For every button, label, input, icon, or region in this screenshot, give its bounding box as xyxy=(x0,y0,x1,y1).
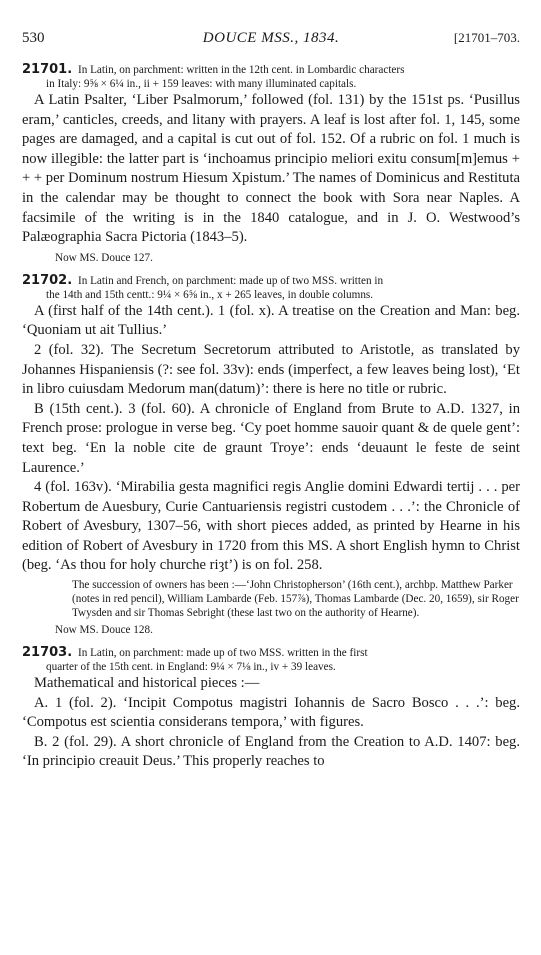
provenance-note: The succession of owners has been :—‘John Christopherson’ (16th cent.), archbp. Matthew Parker (notes in red pencil), William Lambarde (Feb. 157⅞), Thomas Lambarde (Dec. 20, 1659), sir Roger Twysden and sir Thomas Sebright (these last two on the authority of Hearne). xyxy=(72,579,519,620)
paragraph: A Latin Psalter, ‘Liber Psalmorum,’ followed (fol. 131) by the 151st ps. ‘Pusillus eram,’ canticles, creeds, and litany with prayers. A leaf is lost after fol. 1, 145, some pages are damaged, and a capital is cut out of fol. 152. Of a rubric on fol. 1 much is now illegible: the latter part is ‘inchoamus principio meliori exitu consum[m]emus + + + per Dominum nostrum Hiesum Xpistum.’ The names of Dominicus and Restituta in the calendar may be thought to connect the book with Sora near Naples. A facsimile of the writing is in the 1840 catalogue, and in J. O. Westwood’s Palæographia Sacra Pictoria (1843–5). xyxy=(22,92,520,246)
entry-head-line2: quarter of the 15th cent. in England: 9¼ × 7⅛ in., iv + 39 leaves. xyxy=(46,661,336,674)
page-number: 530 xyxy=(22,30,45,46)
entry-head-line1: In Latin and French, on parchment: made up of two MSS. written in xyxy=(77,274,384,287)
shelfmark: Now MS. Douce 128. xyxy=(55,624,153,637)
paragraph: B. 2 (fol. 29). A short chronicle of England from the Creation to A.D. 1407: beg. ‘In principio creauit Deus.’ This properly reaches to xyxy=(22,733,520,770)
page xyxy=(22,30,520,772)
running-header xyxy=(22,30,520,54)
entry-number: 21703. xyxy=(22,645,73,661)
entry-number: 21702. xyxy=(22,272,73,288)
entry-head-line1: In Latin, on parchment: made up of two MSS. written in the first xyxy=(77,647,368,660)
entry-description xyxy=(22,646,520,674)
entry-description xyxy=(22,63,520,91)
entry-head-line2: in Italy: 9⅝ × 6¼ in., ii + 159 leaves: with many illuminated capitals. xyxy=(46,78,357,90)
entry-21701 xyxy=(22,63,520,265)
entry-body xyxy=(22,674,520,772)
shelfmark: Now MS. Douce 127. xyxy=(55,251,153,264)
paragraph: Mathematical and historical pieces :— xyxy=(34,675,260,692)
paragraph: A (first half of the 14th cent.). 1 (fol. x). A treatise on the Creation and Man: beg. ‘Quoniam ut ait Tullius.’ xyxy=(22,302,520,339)
paragraph: A. 1 (fol. 2). ‘Incipit Compotus magistri Iohannis de Sacro Bosco . . .’: beg. ‘Compotus est scientia considerans tempora,’ with figures. xyxy=(22,694,520,731)
entry-description xyxy=(22,274,520,302)
paragraph: B (15th cent.). 3 (fol. 60). A chronicle of England from Brute to A.D. 1327, in French prose: prologue in verse beg. ‘Cy poet homme sauoir quant & de quele gent’: text beg. ‘En la noble cite de graunt Troye’: ends ‘deuaunt le feste de seint Laurence.’ xyxy=(22,400,520,476)
entry-body xyxy=(22,91,520,248)
entry-body xyxy=(22,302,520,576)
entry-21702 xyxy=(22,274,520,637)
entry-range: [21701–703. xyxy=(453,30,520,45)
entry-head-line2: the 14th and 15th centt.: 9¼ × 6⅝ in., x + 265 leaves, in double columns. xyxy=(46,288,374,301)
entry-21703 xyxy=(22,646,520,772)
paragraph: 4 (fol. 163v). ‘Mirabilia gesta magnifici regis Anglie domini Edwardi tertij . . . per Robertum de Auesbury, Curie Cantuariensis registri custodem . . .’: the Chronicle of Robert of Avesbury, 1307–56, with short pieces added, as printed by Hearne in his edition of Robert of Avesbury in 1720 from this MS. A short English hymn to Christ (beg. ‘As thou for holy churche riȝt’) is on fol. 258. xyxy=(22,479,520,574)
entry-number: 21701. xyxy=(22,62,73,77)
paragraph: 2 (fol. 32). The Secretum Secretorum attributed to Aristotle, as translated by Johannes Hispaniensis (?: see fol. 33v): ends (imperfect, a few leaves being lost), ‘Et in libro cuiusdam Medorum man(datum)’: there is here no title or rubric. xyxy=(22,341,520,398)
running-title: DOUCE MSS., 1834. xyxy=(202,30,340,46)
entry-head-line1: In Latin, on parchment: written in the 12th cent. in Lombardic characters xyxy=(77,64,405,76)
